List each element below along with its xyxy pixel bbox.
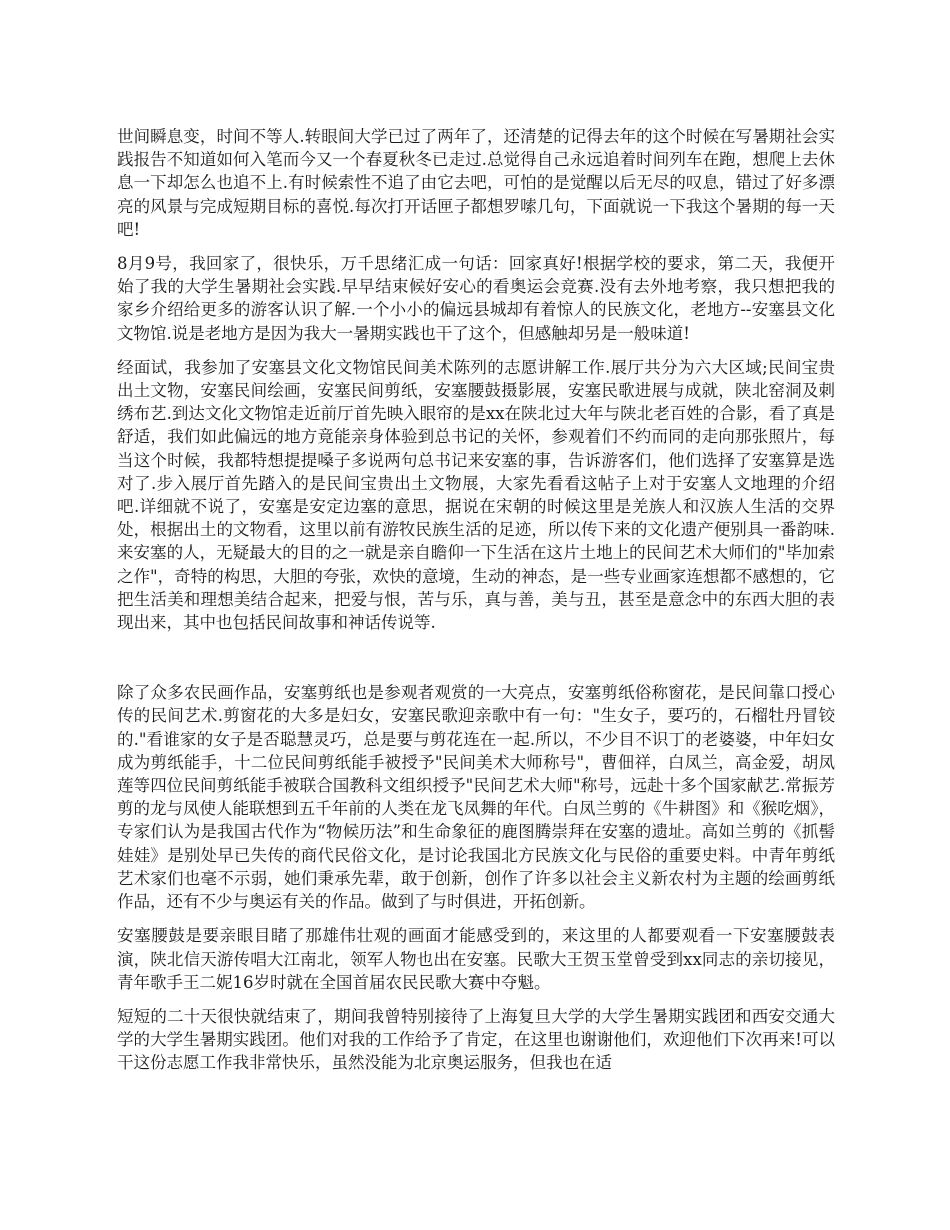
paragraph-conclusion: 短短的二十天很快就结束了，期间我曾特别接待了上海复旦大学的大学生暑期实践团和西安交通大学的大学生暑期实践团。他们对我的工作给予了肯定，在这里也谢谢他们，欢迎他们下次再来!可以干这份志愿工作我非常快乐，虽然没能为北京奥运服务，但我也在适 (117, 1006, 835, 1073)
paragraph-intro: 世间瞬息变，时间不等人.转眼间大学已过了两年了，还清楚的记得去年的这个时候在写暑期社会实践报告不知道如何入笔而今又一个春夏秋冬已走过.总觉得自己永远追着时间列车在跑，想爬上去休息一下却怎么也追不上.有时候索性不追了由它去吧，可怕的是觉醒以后无尽的叹息，错过了好多漂亮的风景与完成短期目标的喜悦.每次打开话匣子都想罗嗦几句，下面就说一下我这个暑期的每一天吧! (117, 127, 835, 239)
paragraph-august-ninth: 8月9号，我回家了，很快乐，万千思绪汇成一句话：回家真好!根据学校的要求，第二天，我便开始了我的大学生暑期社会实践.早早结束候好安心的看奥运会竞赛.没有去外地考察，我只想把我的家乡介绍给更多的游客认识了解.一个小小的偏远县城却有着惊人的民族文化，老地方--安塞县文化文物馆.说是老地方是因为我大一暑期实践也干了这个，但感触却另是一般味道! (117, 254, 835, 343)
document-body (117, 125, 835, 1086)
paragraph-waist-drum: 安塞腰鼓是要亲眼目睹了那雄伟壮观的画面才能感受到的，来这里的人都要观看一下安塞腰鼓表演，陕北信天游传唱大江南北，领军人物也出在安塞。民歌大王贺玉堂曾受到xx同志的亲切接见，青年歌手王二妮16岁时就在全国首届农民民歌大赛中夺魁。 (117, 926, 835, 992)
paragraph-paper-cutting: 除了众多农民画作品，安塞剪纸也是参观者观赏的一大亮点，安塞剪纸俗称窗花，是民间靠口授心传的民间艺术.剪窗花的大多是妇女，安塞民歌迎亲歌中有一句："生女子，要巧的，石榴牡丹冒铰的."看谁家的女子是否聪慧灵巧，总是要与剪花连在一起.所以，不少目不识丁的老婆婆，中年妇女成为剪纸能手，十二位民间剪纸能手被授予"民间美术大师称号"，曹佃祥，白凤兰，高金爱，胡凤莲等四位民间剪纸能手被联合国教科文组织授予"民间艺术大师"称号，远赴十多个国家献艺.常振芳剪的龙与凤使人能联想到五千年前的人类在龙飞凤舞的年代。白凤兰剪的《牛耕图》和《猴吃烟》，专家们认为是我国古代作为“物候历法”和生命象征的鹿图腾崇拜在安塞的遗址。高如兰剪的《抓髻娃娃》是别处早已失传的商代民俗文化，是讨论我国北方民族文化与民俗的重要史料。中青年剪纸艺术家们也毫不示弱，她们秉承先辈，敢于创新，创作了许多以社会主义新农村为主题的绘画剪纸作品，还有不少与奥运有关的作品。做到了与时俱进，开拓创新。 (117, 683, 835, 912)
paragraph-museum-volunteer: 经面试，我参加了安塞县文化文物馆民间美术陈列的志愿讲解工作.展厅共分为六大区域;民间宝贵出土文物，安塞民间绘画，安塞民间剪纸，安塞腰鼓摄影展，安塞民歌进展与成就，陕北窑洞及刺绣布艺.到达文化文物馆走近前厅首先映入眼帘的是xx在陕北过大年与陕北老百姓的合影，看了真是舒适，我们如此偏远的地方竟能亲身体验到总书记的关怀，参观着们不约而同的走向那张照片，每当这个时候，我都特想提提嗓子多说两句总书记来安塞的事，告诉游客们，他们选择了安塞算是选对了.步入展厅首先踏入的是民间宝贵出土文物展，大家先看看这帖子上对于安塞人文地理的介绍吧.详细就不说了，安塞是安定边塞的意思，据说在宋朝的时候这里是羌族人和汉族人生活的交界处，根据出土的文物看，这里以前有游牧民族生活的足迹，所以传下来的文化遗产便别具一番韵味.来安塞的人，无疑最大的目的之一就是亲自瞻仰一下生活在这片土地上的民间艺术大师们的"毕加索之作"，奇特的构思，大胆的夸张，欢快的意境，生动的神态，是一些专业画家连想都不感想的，它把生活美和理想美结合起来，把爱与恨，苦与乐，真与善，美与丑，甚至是意念中的东西大胆的表现出来，其中也包括民间故事和神话传说等. (117, 357, 835, 633)
paragraph-spacer (117, 645, 835, 681)
